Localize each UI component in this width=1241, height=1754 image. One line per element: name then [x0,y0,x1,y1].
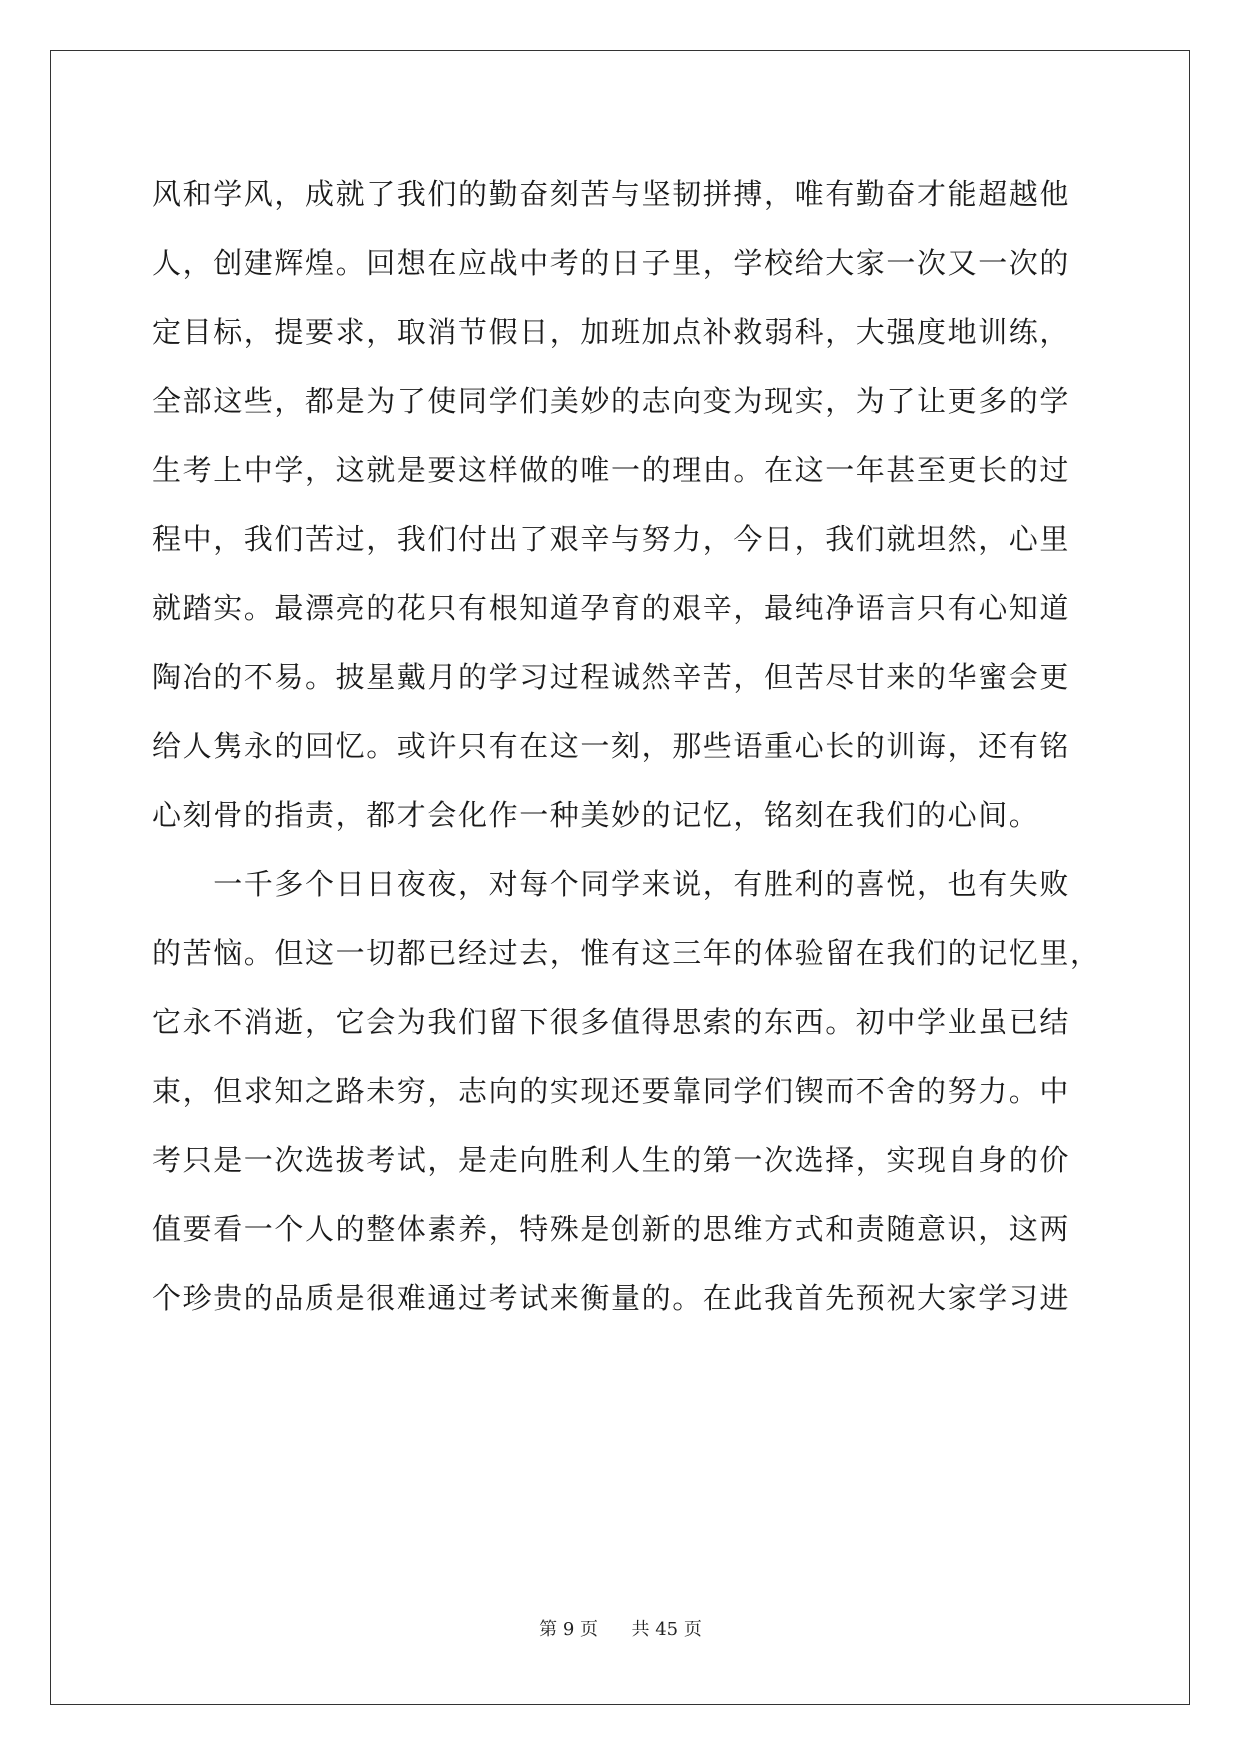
text-line: 陶冶的不易。披星戴月的学习过程诚然辛苦，但苦尽甘来的华蜜会更 [152,660,1071,694]
document-body [152,160,1101,1333]
text-line: 的苦恼。但这一切都已经过去，惟有这三年的体验留在我们的记忆里， [152,936,1101,970]
page-total: 共 45 页 [631,1619,702,1640]
text-line: 生考上中学，这就是要这样做的唯一的理由。在这一年甚至更长的过 [152,453,1071,487]
text-line: 人，创建辉煌。回想在应战中考的日子里，学校给大家一次又一次的 [152,246,1071,280]
page-footer [0,1615,1241,1641]
text-line: 值要看一个人的整体素养，特殊是创新的思维方式和责随意识，这两 [152,1212,1071,1246]
text-line: 给人隽永的回忆。或许只有在这一刻，那些语重心长的训诲，还有铭 [152,729,1071,763]
paragraph-start-line: 一千多个日日夜夜，对每个同学来说，有胜利的喜悦，也有失败 [152,867,1071,901]
text-line: 定目标，提要求，取消节假日，加班加点补救弱科，大强度地训练， [152,315,1071,349]
text-line: 考只是一次选拔考试，是走向胜利人生的第一次选择，实现自身的价 [152,1143,1071,1177]
text-line: 束，但求知之路未穷，志向的实现还要靠同学们锲而不舍的努力。中 [152,1074,1071,1108]
text-line: 程中，我们苦过，我们付出了艰辛与努力，今日，我们就坦然，心里 [152,522,1071,556]
text-line: 它永不消逝，它会为我们留下很多值得思索的东西。初中学业虽已结 [152,1005,1071,1039]
text-line: 心刻骨的指责，都才会化作一种美妙的记忆，铭刻在我们的心间。 [152,798,1040,832]
text-line: 风和学风，成就了我们的勤奋刻苦与坚韧拼搏，唯有勤奋才能超越他 [152,177,1071,211]
text-line: 就踏实。最漂亮的花只有根知道孕育的艰辛，最纯净语言只有心知道 [152,591,1071,625]
page-number: 第 9 页 [539,1619,599,1640]
text-line: 个珍贵的品质是很难通过考试来衡量的。在此我首先预祝大家学习进 [152,1281,1071,1315]
text-line: 全部这些，都是为了使同学们美妙的志向变为现实，为了让更多的学 [152,384,1071,418]
